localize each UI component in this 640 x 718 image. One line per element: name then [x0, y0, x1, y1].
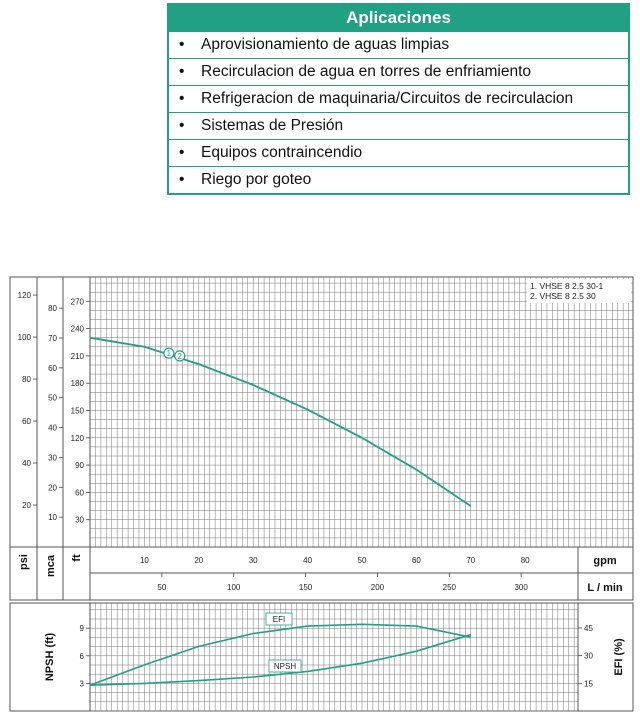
- gpm-tick-label: 10: [139, 556, 149, 565]
- mca-tick-label: 20: [48, 483, 57, 493]
- psi-tick-label: 100: [17, 333, 31, 343]
- mca-tick-label: 40: [48, 423, 57, 433]
- lmin-tick-label: 100: [227, 583, 241, 592]
- mca-tick-label: 50: [48, 393, 57, 403]
- application-item: • Aprovisionamiento de aguas limpias: [169, 31, 628, 58]
- npsh-tick-label: 9: [79, 624, 84, 634]
- gpm-tick-label: 50: [357, 556, 367, 565]
- efi-axis-label: EFI (%): [613, 638, 625, 676]
- mca-tick-label: 60: [48, 363, 57, 373]
- npsh-tick-label: 6: [79, 651, 84, 661]
- npsh-tick-label: 3: [79, 679, 84, 689]
- gpm-tick-label: 30: [248, 556, 258, 565]
- psi-tick-label: 120: [17, 291, 31, 301]
- gpm-tick-label: 20: [194, 556, 204, 565]
- application-item: • Equipos contraincendio: [169, 139, 628, 166]
- ft-tick-label: 240: [70, 324, 84, 334]
- application-item: • Sistemas de Presión: [169, 112, 628, 139]
- lmin-tick-label: 200: [370, 583, 385, 592]
- psi-tick-label: 60: [22, 417, 31, 427]
- mca-tick-label: 30: [48, 453, 57, 463]
- psi-tick-label: 80: [22, 375, 31, 385]
- npsh-axis-label: NPSH (ft): [44, 632, 56, 682]
- ft-tick-label: 210: [70, 351, 84, 361]
- gpm-tick-label: 60: [411, 556, 421, 565]
- gpm-tick-label: 80: [520, 556, 530, 565]
- mca-tick-label: 10: [48, 513, 57, 523]
- ft-tick-label: 150: [70, 406, 84, 416]
- application-item-label: Recirculacion de agua en torres de enfriamiento: [201, 63, 531, 80]
- lmin-axis-label: L / min: [587, 582, 623, 594]
- psi-tick-label: 40: [22, 459, 31, 469]
- ft-tick-label: 90: [75, 461, 84, 471]
- efi-curve-label: EFI: [272, 615, 286, 624]
- efi-tick-label: 15: [584, 679, 593, 689]
- ft-tick-label: 30: [75, 515, 84, 525]
- curve-marker-label: 2: [177, 351, 182, 361]
- efi-tick-label: 30: [584, 651, 593, 661]
- legend-entry: 2. VHSE 8 2.5 30: [530, 291, 596, 301]
- mca-axis-label: mca: [45, 554, 57, 578]
- lmin-tick-label: 50: [157, 583, 167, 592]
- ft-tick-label: 270: [70, 297, 84, 307]
- application-item: • Riego por goteo: [169, 166, 628, 193]
- psi-tick-label: 20: [22, 501, 31, 511]
- lmin-tick-label: 150: [298, 583, 313, 592]
- ft-axis-label: ft: [71, 554, 83, 562]
- application-item-label: Sistemas de Presión: [201, 117, 344, 134]
- lmin-tick-label: 300: [514, 583, 528, 592]
- gpm-tick-label: 70: [466, 556, 476, 565]
- applications-title: Aplicaciones: [169, 5, 628, 31]
- application-item: • Recirculacion de agua en torres de enfriamiento: [169, 58, 628, 85]
- gpm-tick-label: 40: [303, 556, 313, 565]
- gpm-axis-label: gpm: [593, 555, 617, 567]
- psi-axis-label: psi: [18, 554, 30, 570]
- upper-frame: [10, 277, 633, 600]
- application-item: • Refrigeracion de maquinaria/Circuitos de recirculacion: [169, 85, 628, 112]
- ft-tick-label: 120: [70, 433, 84, 443]
- mca-tick-label: 80: [48, 304, 57, 314]
- application-item-label: Riego por goteo: [201, 171, 312, 188]
- mca-tick-label: 70: [48, 334, 57, 344]
- curve-marker-label: 1: [166, 349, 172, 359]
- lmin-tick-label: 250: [442, 583, 456, 592]
- efi-tick-label: 45: [584, 623, 593, 633]
- ft-tick-label: 60: [75, 488, 84, 498]
- legend-entry: 1. VHSE 8 2.5 30-1: [530, 281, 604, 291]
- npsh-curve-label: NPSH: [273, 662, 297, 671]
- application-item-label: Refrigeracion de maquinaria/Circuitos de recirculacion: [201, 90, 574, 107]
- application-item-label: Aprovisionamiento de aguas limpias: [201, 36, 450, 53]
- application-item-label: Equipos contraincendio: [201, 144, 363, 161]
- ft-tick-label: 180: [70, 379, 84, 389]
